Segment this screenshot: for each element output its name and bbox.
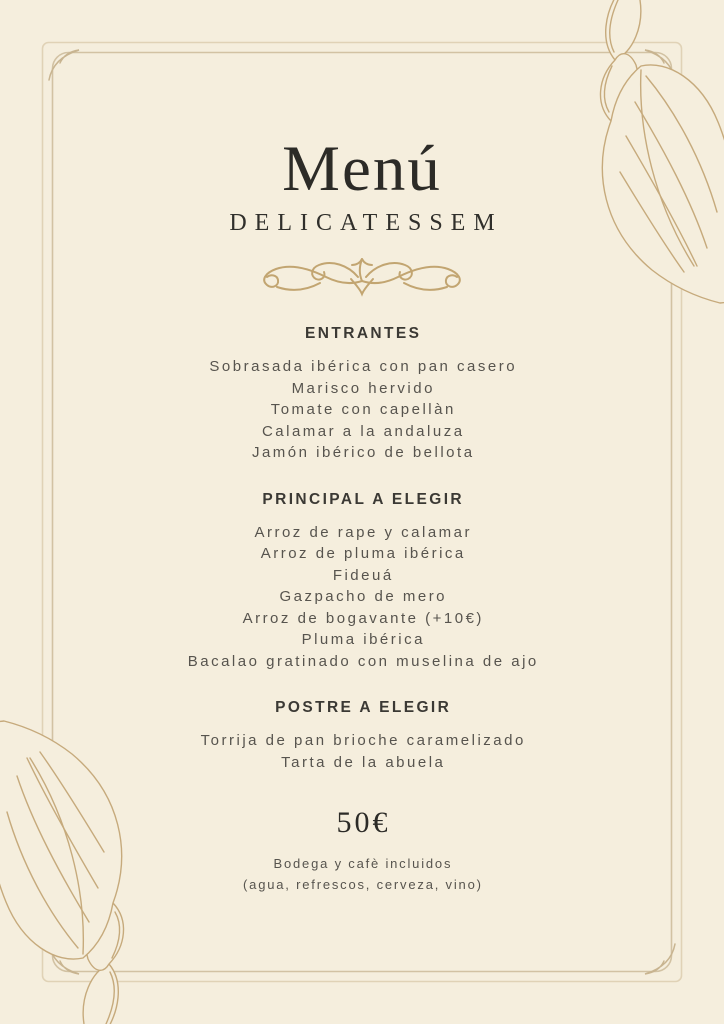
footer-line-2: (agua, refrescos, cerveza, vino) <box>243 877 483 892</box>
menu-item: Marisco hervido <box>291 379 435 397</box>
menu-subtitle: DELICATESSEM <box>229 210 503 236</box>
footer-note <box>0 853 724 895</box>
section-items-entrantes <box>0 356 724 464</box>
footer-line-1: Bodega y cafè incluidos <box>273 856 453 871</box>
section-heading-entrantes: ENTRANTES <box>305 325 422 342</box>
menu-item: Arroz de bogavante (+10€) <box>242 609 484 627</box>
menu-price: 50€ <box>336 806 391 839</box>
section-heading-principal: PRINCIPAL A ELEGIR <box>262 490 465 508</box>
menu-item: Calamar a la andaluza <box>261 422 465 440</box>
menu-item: Tomate con capellàn <box>270 401 456 418</box>
menu-item: Arroz de rape y calamar <box>254 523 473 541</box>
section-items-postre <box>0 730 724 773</box>
menu-item: Pluma ibérica <box>301 631 425 648</box>
menu-item: Gazpacho de mero <box>279 588 448 605</box>
menu-item: Jamón ibérico de bellota <box>251 444 475 461</box>
section-heading-postre: POSTRE A ELEGIR <box>275 699 452 716</box>
menu-item: Bacalao gratinado con muselina de ajo <box>187 652 539 670</box>
menu-title: Menú <box>282 133 442 205</box>
menu-item: Arroz de pluma ibérica <box>260 545 466 562</box>
menu-item: Tarta de la abuela <box>281 753 446 771</box>
menu-item: Fideuá <box>332 566 394 584</box>
menu-item: Sobrasada ibérica con pan casero <box>209 358 518 375</box>
flourish-divider-icon <box>0 250 724 298</box>
section-items-principal <box>0 522 724 673</box>
menu-item: Torrija de pan brioche caramelizado <box>200 732 526 749</box>
